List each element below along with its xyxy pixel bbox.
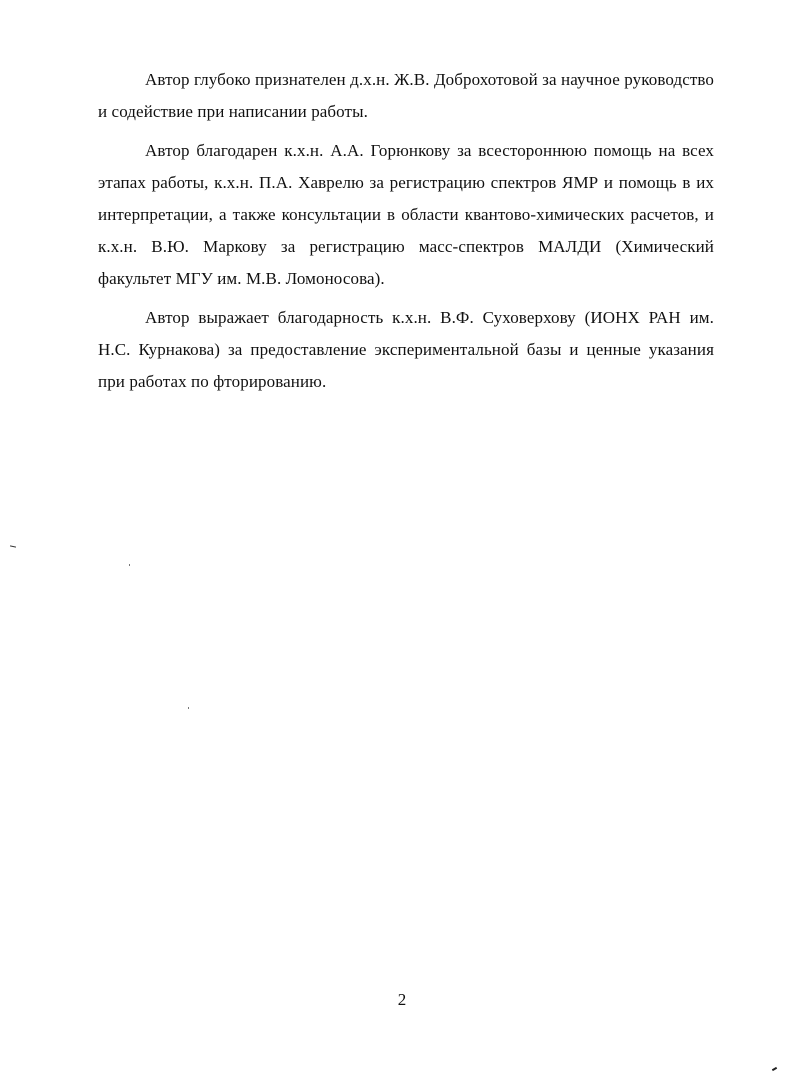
page-number: 2 — [397, 990, 407, 1009]
scan-speck — [188, 707, 189, 709]
scan-speck — [10, 545, 16, 547]
acknowledgement-paragraph-experimental-base: Автор выражает благодарность к.х.н. В.Ф. Суховерхову (ИОНХ РАН им. Н.С. Курнакова) за предоставление экспериментальной базы и ценные указания при работах по фторированию. — [98, 308, 714, 391]
scan-speck — [772, 1067, 777, 1071]
acknowledgement-paragraph-colleagues: Автор благодарен к.х.н. А.А. Горюнкову за всестороннюю помощь на всех этапах работы, к.х.н. П.А. Хаврелю за регистрацию спектров ЯМР и помощь в их интерпретации, а также консультации в области квантово-химических расчетов, и к.х.н. В.Ю. Маркову за регистрацию масс-спектров МАЛДИ (Химический факультет МГУ им. М.В. Ломоносова). — [98, 141, 714, 288]
acknowledgement-paragraph-supervisor: Автор глубоко признателен д.х.н. Ж.В. Доброхотовой за научное руководство и содействие при написании работы. — [98, 70, 714, 121]
acknowledgements-text — [98, 64, 714, 398]
scan-speck — [129, 564, 130, 566]
